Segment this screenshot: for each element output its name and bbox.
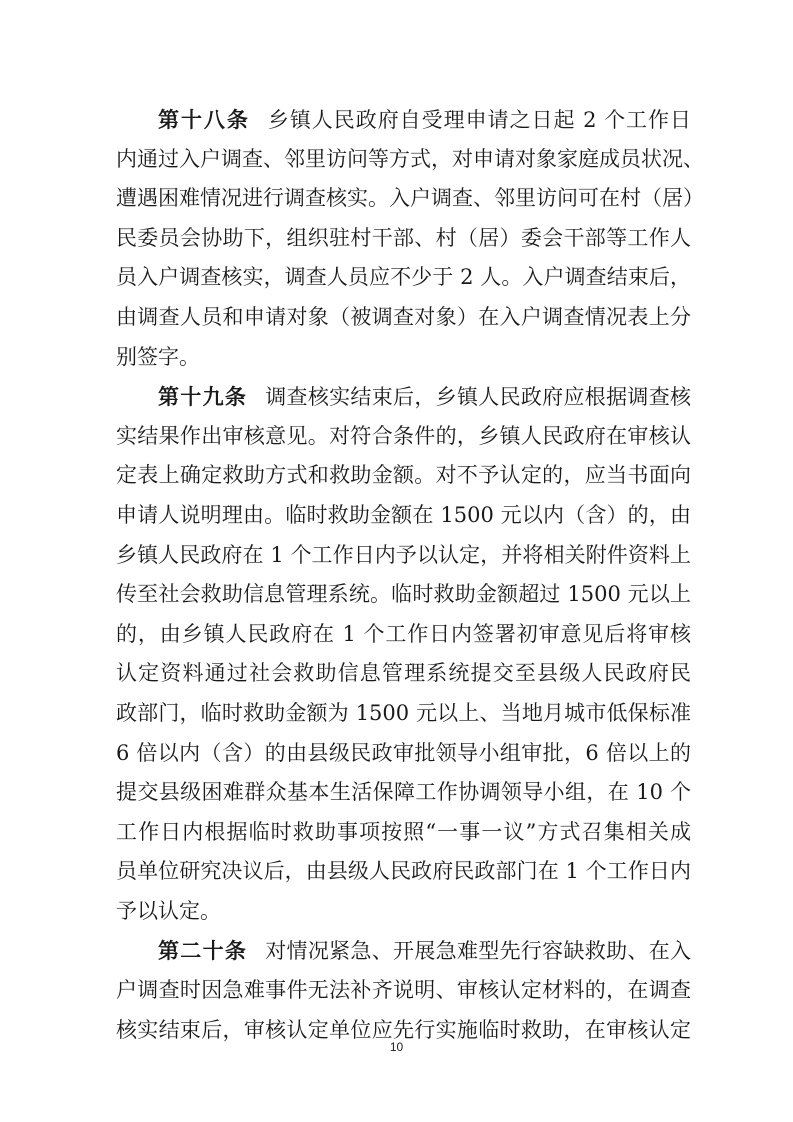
article-18-line-7: 别签字。 bbox=[116, 344, 200, 369]
article-19-line-6: 传至社会救助信息管理系统。临时救助金额超过 1500 元以上 bbox=[116, 582, 691, 607]
article-18-title: 第十八条 bbox=[158, 107, 250, 132]
article-18-line-5: 员入户调查核实，调查人员应不少于 2 人。入户调查结束后， bbox=[116, 265, 691, 290]
article-19-line-11: 提交县级困难群众基本生活保障工作协调领导小组，在 10 个 bbox=[116, 780, 691, 805]
article-18-text: 乡镇人民政府自受理申请之日起 2 个工作日 bbox=[267, 108, 691, 132]
article-19-text: 调查核实结束后，乡镇人民政府应根据调查核 bbox=[265, 385, 691, 410]
article-18-line-4: 民委员会协助下，组织驻村干部、村（居）委会干部等工作人 bbox=[116, 225, 691, 250]
article-18-line-3: 遭遇困难情况进行调查核实。入户调查、邻里访问可在村（居） bbox=[116, 186, 704, 211]
article-19-line-8: 认定资料通过社会救助信息管理系统提交至县级人民政府民 bbox=[116, 661, 691, 686]
article-19-line-3: 定表上确定救助方式和救助金额。对不予认定的，应当书面向 bbox=[116, 463, 691, 488]
article-19-line-1 bbox=[116, 377, 691, 417]
article-18-line-6: 由调查人员和申请对象（被调查对象）在入户调查情况表上分 bbox=[116, 304, 691, 329]
article-20-line-2: 户调查时因急难事件无法补齐说明、审核认定材料的，在调查 bbox=[116, 978, 691, 1003]
article-20-line-3: 核实结束后，审核认定单位应先行实施临时救助，在审核认定 bbox=[116, 1017, 691, 1042]
article-19-line-4: 申请人说明理由。临时救助金额在 1500 元以内（含）的，由 bbox=[116, 502, 691, 527]
article-19-line-13: 员单位研究决议后，由县级人民政府民政部门在 1 个工作日内 bbox=[116, 859, 691, 884]
article-20-text: 对情况紧急、开展急难型先行容缺救助、在入 bbox=[265, 939, 691, 964]
article-19-line-14: 予以认定。 bbox=[116, 898, 221, 923]
article-20-line-1 bbox=[116, 931, 691, 971]
page-number: 10 bbox=[389, 1040, 404, 1054]
article-19-line-5: 乡镇人民政府在 1 个工作日内予以认定，并将相关附件资料上 bbox=[116, 542, 691, 567]
document-body bbox=[116, 100, 704, 1050]
article-20-title: 第二十条 bbox=[158, 938, 248, 964]
article-19-line-9: 政部门，临时救助金额为 1500 元以上、当地月城市低保标准 bbox=[116, 700, 691, 725]
article-19-line-12: 工作日内根据临时救助事项按照“一事一议”方式召集相关成 bbox=[116, 819, 691, 844]
article-19-title: 第十九条 bbox=[158, 384, 248, 410]
article-19-line-7: 的，由乡镇人民政府在 1 个工作日内签署初审意见后将审核 bbox=[116, 621, 691, 646]
article-19-line-2: 实结果作出审核意见。对符合条件的，乡镇人民政府在审核认 bbox=[116, 423, 691, 448]
article-19-line-10: 6 倍以内（含）的由县级民政审批领导小组审批，6 倍以上的 bbox=[116, 740, 691, 765]
article-18-line-2: 内通过入户调查、邻里访问等方式，对申请对象家庭成员状况、 bbox=[116, 146, 704, 171]
article-18-line-1 bbox=[116, 100, 691, 140]
